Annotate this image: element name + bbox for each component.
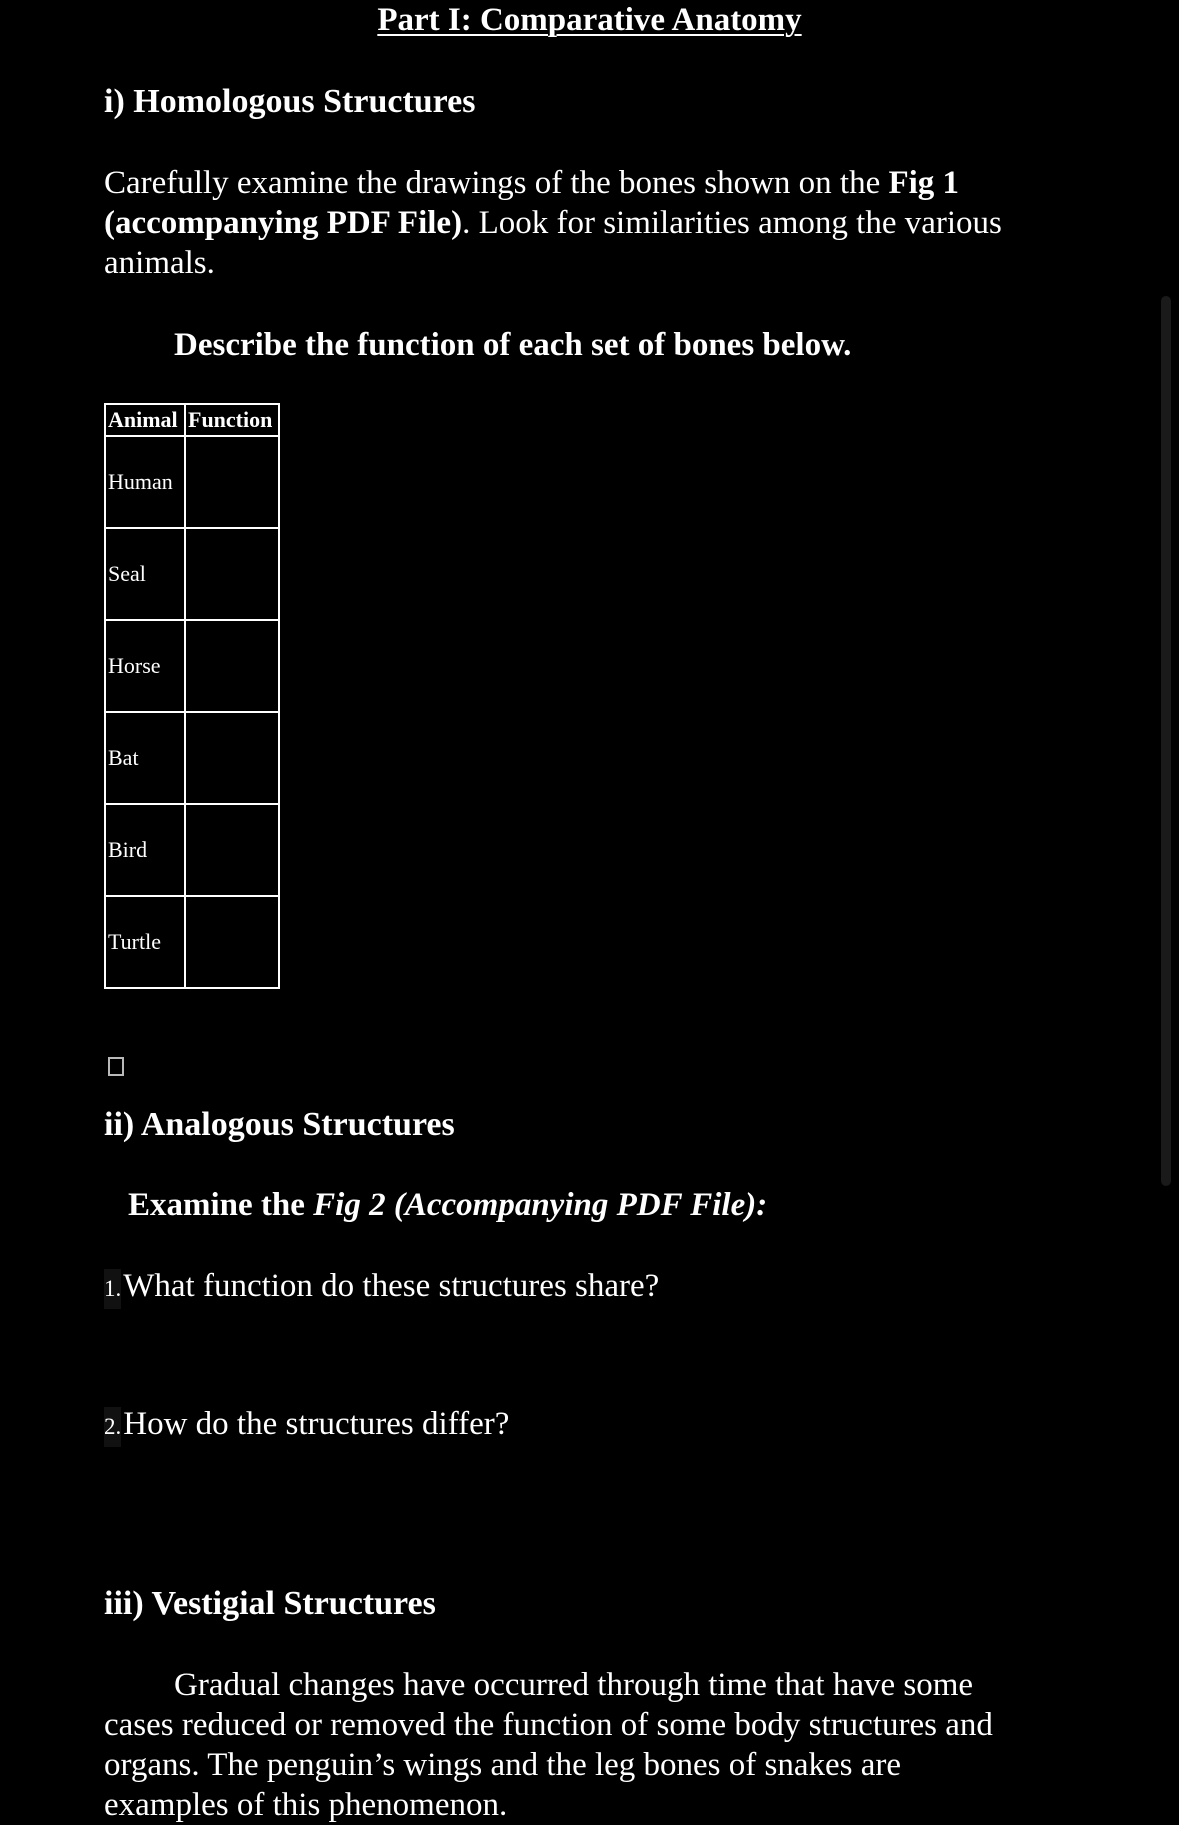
question-number: 2. (104, 1407, 121, 1447)
header-animal: Animal (105, 404, 185, 436)
table-row (105, 712, 279, 804)
header-function: Function (185, 404, 279, 436)
instruction-text: Describe the function of each set of bones below. (174, 327, 852, 363)
examine-prefix: Examine the (128, 1187, 314, 1223)
question-1 (104, 1266, 659, 1309)
intro-text-2: . Look for similarities among the various (462, 205, 1002, 241)
table-row (105, 436, 279, 528)
page-title: Part I: Comparative Anatomy (377, 2, 802, 38)
intro-paragraph (104, 163, 1104, 283)
scrollbar[interactable] (1161, 296, 1171, 1186)
function-cell[interactable] (185, 712, 279, 804)
paragraph-line: Gradual changes have occurred through time that have some (174, 1667, 974, 1703)
vestigial-paragraph (104, 1665, 1164, 1825)
function-cell[interactable] (185, 620, 279, 712)
table-row (105, 896, 279, 988)
paragraph-line: organs. The penguin’s wings and the leg bones of snakes are (104, 1747, 902, 1783)
examine-fig2 (128, 1185, 767, 1225)
table-row (105, 804, 279, 896)
animal-cell: Bat (105, 712, 185, 804)
question-number: 1. (104, 1269, 121, 1309)
pdf-ref: (accompanying PDF File) (104, 205, 463, 241)
question-2 (104, 1404, 509, 1447)
section-heading-vestigial: iii) Vestigial Structures (104, 1585, 436, 1622)
question-text: How do the structures differ? (123, 1406, 510, 1442)
function-cell[interactable] (185, 896, 279, 988)
section-heading-analogous: ii) Analogous Structures (104, 1106, 455, 1143)
animal-cell: Human (105, 436, 185, 528)
question-text: What function do these structures share? (123, 1268, 660, 1304)
animal-cell: Horse (105, 620, 185, 712)
animal-cell: Turtle (105, 896, 185, 988)
section-heading-homologous: i) Homologous Structures (104, 83, 476, 120)
intro-text-3: animals. (104, 245, 215, 281)
intro-text-1: Carefully examine the drawings of the bones shown on the (104, 165, 889, 201)
table-row (105, 528, 279, 620)
table-header-row (105, 404, 279, 436)
function-cell[interactable] (185, 528, 279, 620)
placeholder-checkbox[interactable] (108, 1057, 124, 1076)
paragraph-line: examples of this phenomenon. (104, 1787, 508, 1823)
table-row (105, 620, 279, 712)
anatomy-table (104, 403, 280, 989)
animal-cell: Bird (105, 804, 185, 896)
fig1-ref: Fig 1 (888, 165, 960, 201)
fig2-ref: Fig 2 (Accompanying PDF File): (313, 1187, 768, 1223)
paragraph-line: cases reduced or removed the function of some body structures and (104, 1707, 993, 1743)
animal-cell: Seal (105, 528, 185, 620)
function-cell[interactable] (185, 804, 279, 896)
function-cell[interactable] (185, 436, 279, 528)
